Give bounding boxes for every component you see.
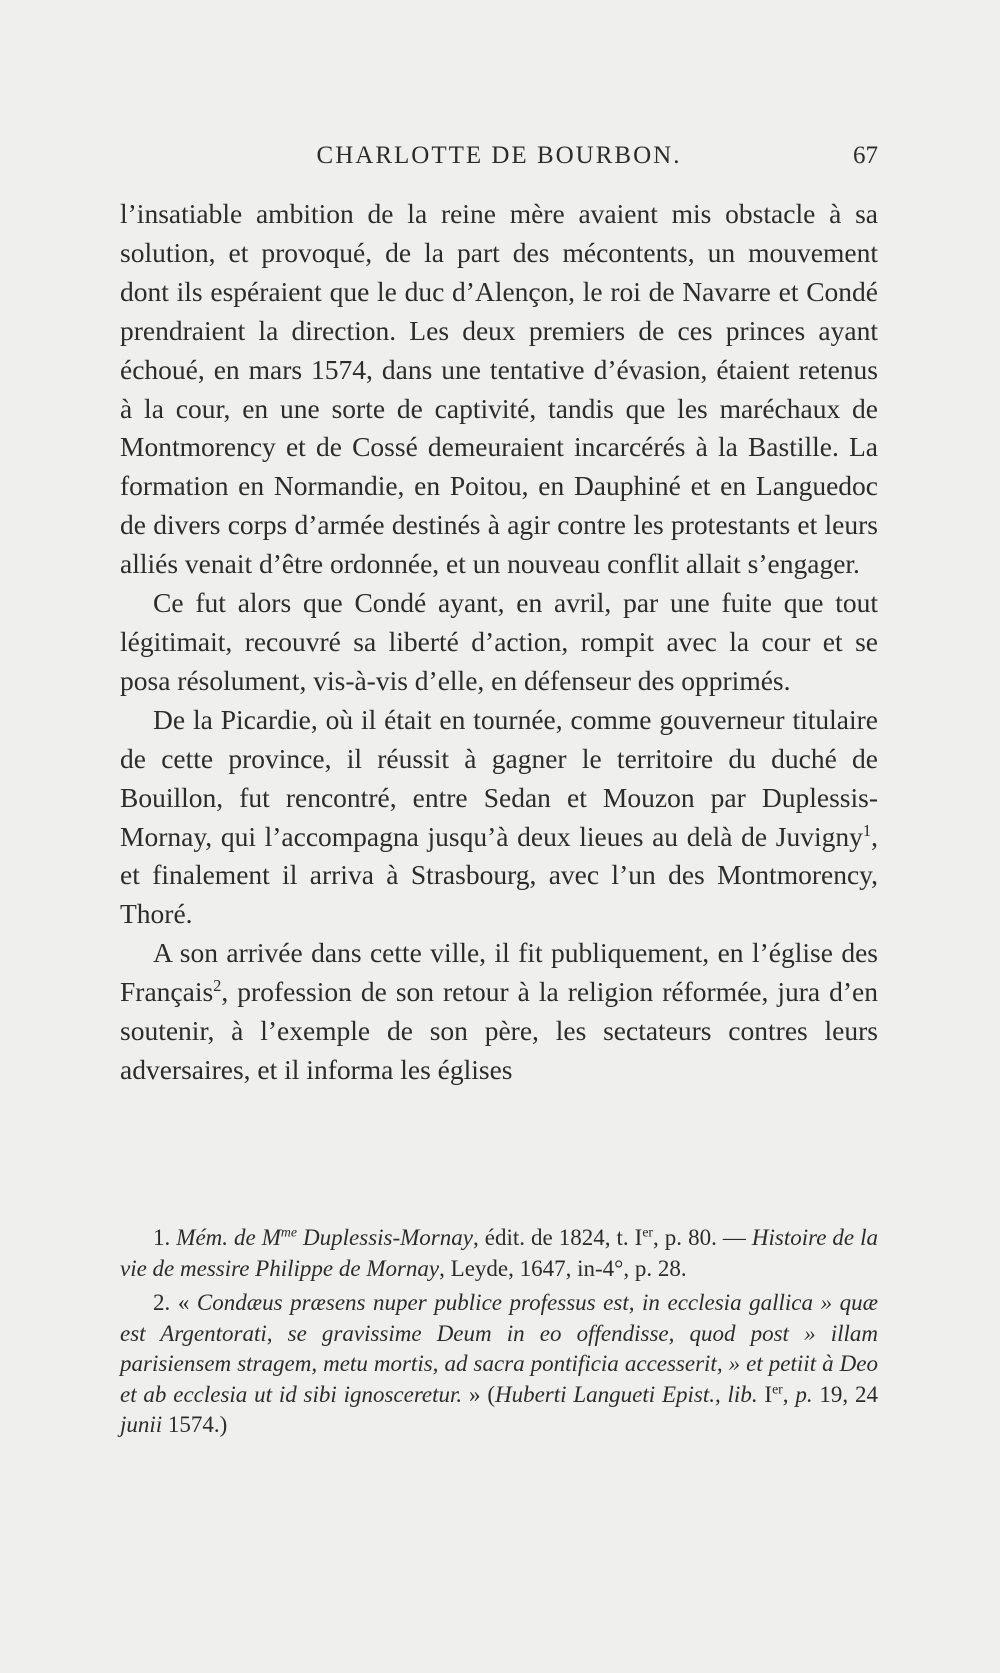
paragraph-4 <box>120 934 878 1090</box>
footnote-2-page: p. <box>795 1381 813 1407</box>
footnote-1-number: 1. <box>153 1225 171 1250</box>
paragraph-4-text-b: , profession de son retour à la religion réformée, jura d’en soutenir, à l’exemple de son père, les sectateurs contres leurs adversaires, et il informa les églises <box>120 976 878 1085</box>
footnote-2-source: Huberti Langueti Epist., lib. <box>494 1381 758 1407</box>
footnote-1-text-sup: er <box>642 1224 654 1240</box>
footnote-2-date: junii <box>120 1412 163 1437</box>
footnote-ref-1: 1 <box>862 820 872 840</box>
paragraph-2: Ce fut alors que Condé ayant, en avril, par une fuite que tout légitimait, recouvré sa liberté d’action, rompit avec la cour et se posa résolument, vis-à-vis d’elle, en défenseur des opprimés. <box>120 587 878 696</box>
footnotes <box>120 1223 878 1445</box>
footnote-1-title-sup: me <box>280 1224 298 1240</box>
paragraph-1: l’insatiable ambition de la reine mère avaient mis obstacle à sa solution, et provoqué, de la part des mécontents, un mouvement dont ils espéraient que le duc d’Alençon, le roi de Navarre et Condé prendraient la direction. Les deux premiers de ces princes ayant échoué, en mars 1574, dans une tentative d’évasion, étaient retenus à la cour, en une sorte de captivité, tandis que les maréchaux de Montmorency et de Cossé demeuraient incarcérés à la Bastille. La formation en Normandie, en Poitou, en Dauphiné et en Languedoc de divers corps d’armée destinés à agir contre les protestants et leurs alliés venait d’être ordonnée, et un nouveau conflit allait s’engager. <box>120 198 878 580</box>
footnote-2-number: 2. <box>153 1290 171 1315</box>
footnote-2-text-b: , <box>782 1381 796 1407</box>
page-number: 67 <box>853 142 878 169</box>
paragraph-3 <box>120 701 878 934</box>
footnote-1 <box>120 1223 878 1284</box>
footnote-ref-2: 2 <box>213 976 222 996</box>
footnote-1-text-b: , p. 80. — <box>653 1225 746 1250</box>
footnote-2-text-a: I <box>757 1381 773 1407</box>
footnote-2-text-d: 1574.) <box>162 1412 228 1437</box>
running-title: CHARLOTTE DE BOURBON. <box>316 142 682 169</box>
footnote-2-quote: Condæus præsens nuper publice professus est, in ecclesia gallica » quæ est Argentorati, se gravissime Deum in eo offendisse, quod post » illam parisiensem stragem, metu mortis, ad sacra pontificia accesserit, » et petiit à Deo et ab ecclesia ut id sibi ignosceretur. <box>120 1290 878 1407</box>
footnote-1-title <box>176 1225 473 1250</box>
footnote-2-text-sup: er <box>772 1381 783 1397</box>
paragraph-3-text-a: De la Picardie, où il était en tournée, comme gouverneur titulaire de cette province, il réussit à gagner le territoire du duché de Bouillon, fut rencontré, entre Sedan et Mouzon par Duplessis-Mornay, qui l’accompagna jusqu’à deux lieues au delà de Juvigny <box>120 703 878 852</box>
footnote-2-text-c: 19, 24 <box>812 1381 878 1407</box>
paragraph-4-text-a: A son arrivée dans cette ville, il fit publiquement, en l’église des Français <box>120 937 878 1008</box>
footnote-1-title-a: Mém. de M <box>176 1225 281 1250</box>
main-text <box>120 195 878 1090</box>
footnote-1-text-a: , édit. de 1824, t. I <box>472 1225 643 1250</box>
footnote-2-close: » ( <box>462 1381 495 1407</box>
footnote-2-open: « <box>170 1290 197 1315</box>
page-header <box>120 142 878 182</box>
footnote-1-title-2: Histoire de la vie de messire Philippe de Mornay <box>120 1225 879 1281</box>
footnote-1-title-b: Duplessis-Mornay <box>297 1225 473 1250</box>
footnote-1-text-c: , Leyde, 1647, in-4°, p. 28. <box>439 1255 687 1281</box>
paragraph-3-text-b: , et finalement il arriva à Strasbourg, avec l’un des Montmorency, Thoré. <box>120 820 878 930</box>
footnote-2 <box>120 1288 878 1441</box>
